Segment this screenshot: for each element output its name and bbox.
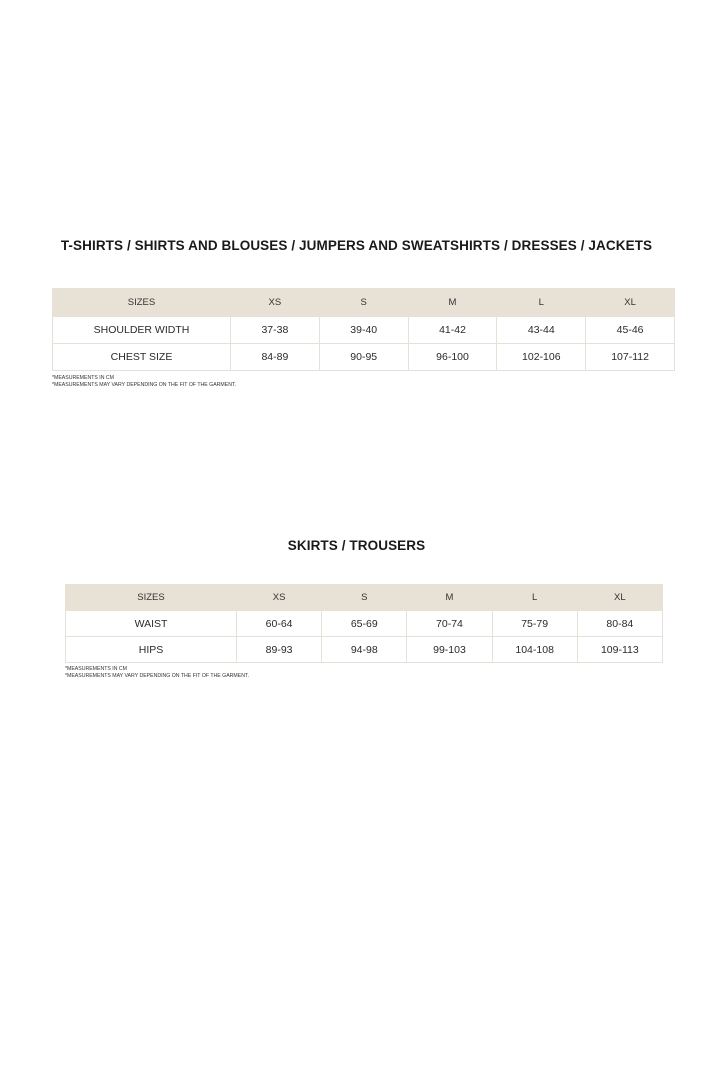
header-cell: SIZES (66, 585, 237, 611)
table-cell: 41-42 (408, 317, 497, 344)
header-cell: XS (237, 585, 322, 611)
table-cell: 102-106 (497, 344, 586, 371)
size-table-tops (52, 288, 675, 371)
header-cell: S (319, 289, 408, 317)
table-row (66, 637, 663, 663)
table-cell: 109-113 (577, 637, 662, 663)
row-label: HIPS (66, 637, 237, 663)
note-line: *MEASUREMENTS IN CM (52, 375, 114, 381)
section-title-bottoms: SKIRTS / TROUSERS (287, 538, 426, 553)
table-cell: 104-108 (492, 637, 577, 663)
table-cell: 80-84 (577, 611, 662, 637)
note-line: *MEASUREMENTS MAY VARY DEPENDING ON THE FIT OF THE GARMENT. (65, 673, 249, 679)
header-cell: XL (577, 585, 662, 611)
header-cell: SIZES (53, 289, 231, 317)
table-cell: 45-46 (586, 317, 675, 344)
table-cell: 99-103 (407, 637, 492, 663)
table-cell: 43-44 (497, 317, 586, 344)
table-row (53, 344, 675, 371)
header-cell: M (408, 289, 497, 317)
table-header-row (53, 289, 675, 317)
section-title-tops: T-SHIRTS / SHIRTS AND BLOUSES / JUMPERS AND SWEATSHIRTS / DRESSES / JACKETS (60, 238, 653, 253)
table-header-row (66, 585, 663, 611)
table-cell: 94-98 (322, 637, 407, 663)
table-cell: 107-112 (586, 344, 675, 371)
note-line: *MEASUREMENTS IN CM (65, 666, 127, 672)
header-cell: M (407, 585, 492, 611)
row-label: WAIST (66, 611, 237, 637)
table-row (53, 317, 675, 344)
measurement-notes (52, 375, 236, 389)
table-cell: 70-74 (407, 611, 492, 637)
measurement-notes (65, 666, 249, 680)
table-cell: 37-38 (231, 317, 320, 344)
table-cell: 90-95 (319, 344, 408, 371)
header-cell: XL (586, 289, 675, 317)
table-cell: 89-93 (237, 637, 322, 663)
header-cell: XS (231, 289, 320, 317)
row-label: SHOULDER WIDTH (53, 317, 231, 344)
header-cell: L (497, 289, 586, 317)
header-cell: S (322, 585, 407, 611)
table-row (66, 611, 663, 637)
table-cell: 39-40 (319, 317, 408, 344)
header-cell: L (492, 585, 577, 611)
row-label: CHEST SIZE (53, 344, 231, 371)
table-cell: 84-89 (231, 344, 320, 371)
size-table-bottoms (65, 584, 663, 663)
table-cell: 60-64 (237, 611, 322, 637)
table-cell: 65-69 (322, 611, 407, 637)
note-line: *MEASUREMENTS MAY VARY DEPENDING ON THE FIT OF THE GARMENT. (52, 382, 236, 388)
table-cell: 75-79 (492, 611, 577, 637)
table-cell: 96-100 (408, 344, 497, 371)
